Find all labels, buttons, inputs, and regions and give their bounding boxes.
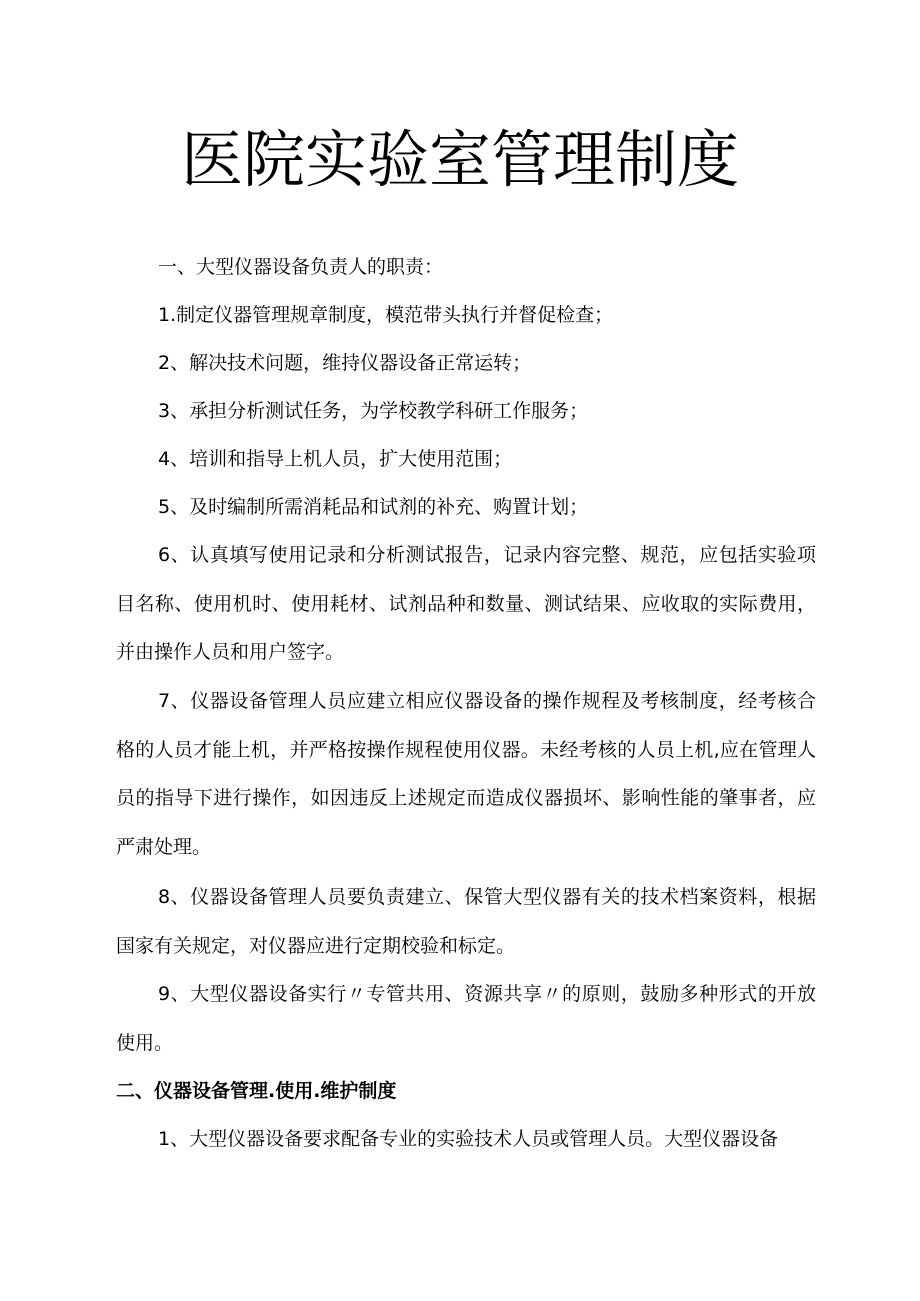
document-title: 医院实验室管理制度 <box>180 123 739 196</box>
section1-item-3: 3、承担分析测试任务，为学校教学科研工作服务； <box>158 400 589 422</box>
section1-item-2: 2、解决技术问题，维持仪器设备正常运转； <box>158 352 532 374</box>
section1-item-6: 6、认真填写使用记录和分析测试报告，记录内容完整、规范，应包括实验项目名称、使用机时、使用耗材、试剂品种和数量、测试结果、应收取的实际费用，并由操作人员和用户签字。 <box>116 544 816 663</box>
section1-item-7: 7、仪器设备管理人员应建立相应仪器设备的操作规程及考核制度，经考核合格的人员才能上机，并严格按操作规程使用仪器。未经考核的人员上机,应在管理人员的指导下进行操作，如因违反上述规定而造成仪器损坏、影响性能的肇事者，应严肃处理。 <box>116 690 816 858</box>
section1-item-9: 9、大型仪器设备实行〃专管共用、资源共享〃的原则，鼓励多种形式的开放使用。 <box>116 983 816 1054</box>
section1-item-1: 1.制定仪器管理规章制度，模范带头执行并督促检查； <box>158 304 614 326</box>
section1-item-8: 8、仪器设备管理人员要负责建立、保管大型仪器有关的技术档案资料，根据国家有关规定，对仪器应进行定期校验和标定。 <box>116 886 816 957</box>
section1-item-4: 4、培训和指导上机人员，扩大使用范围； <box>158 448 513 470</box>
section1-heading: 一、大型仪器设备负责人的职责： <box>158 256 444 278</box>
section1-item-5: 5、及时编制所需消耗品和试剂的补充、购置计划； <box>158 496 589 518</box>
section2-heading: 二、仪器设备管理.使用.维护制度 <box>116 1080 397 1102</box>
section2-item-1: 1、大型仪器设备要求配备专业的实验技术人员或管理人员。大型仪器设备 <box>158 1128 779 1150</box>
